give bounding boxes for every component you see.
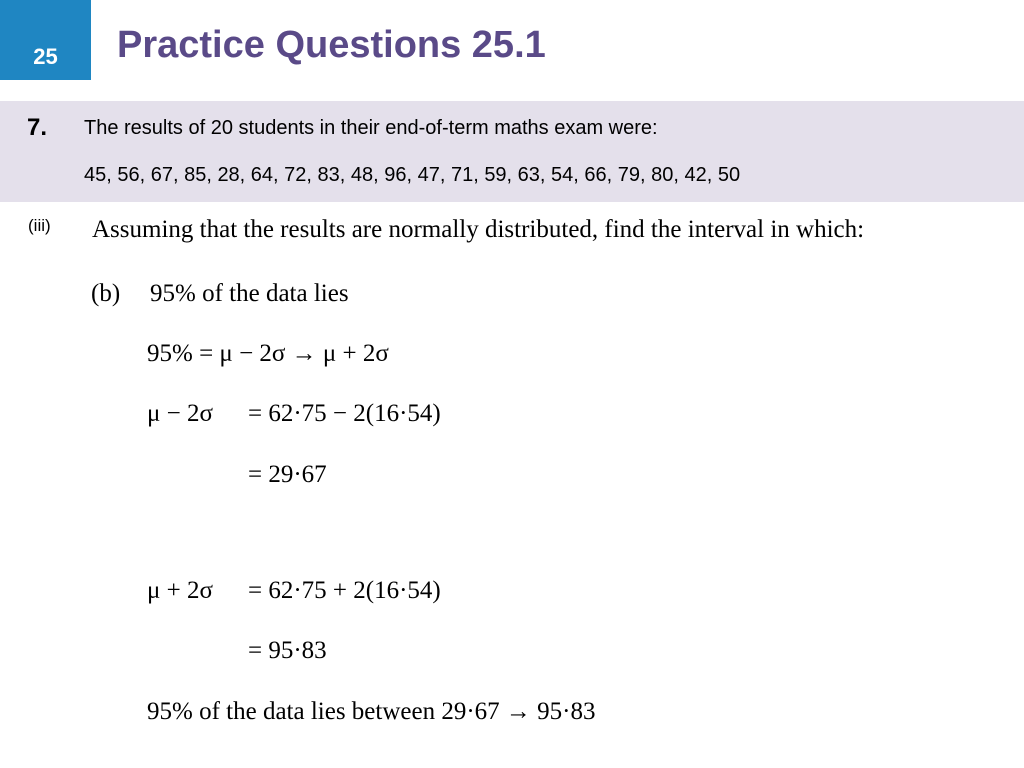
solution-lower-result: = 29·67 xyxy=(248,461,327,488)
sub-part-label: (b) xyxy=(91,280,121,307)
solution-lower-lhs: μ − 2σ xyxy=(147,400,213,427)
question-data: 45, 56, 67, 85, 28, 64, 72, 83, 48, 96, 47, 71, 59, 63, 54, 66, 79, 80, 42, 50 xyxy=(84,164,741,186)
part-instruction: Assuming that the results are normally distributed, find the interval in which: xyxy=(92,216,865,243)
solution-rule: 95% = μ − 2σ → μ + 2σ xyxy=(147,340,389,367)
question-number: 7. xyxy=(27,114,48,141)
chapter-badge xyxy=(0,0,91,80)
chapter-number: 25 xyxy=(33,44,58,69)
solution-upper-lhs: μ + 2σ xyxy=(147,577,213,604)
solution-conclusion: 95% of the data lies between 29·67 → 95·83 xyxy=(147,698,596,725)
page-title: Practice Questions 25.1 xyxy=(117,24,546,66)
sub-part-text: 95% of the data lies xyxy=(150,280,349,307)
solution-upper-rhs: = 62·75 + 2(16·54) xyxy=(248,577,441,604)
question-text: The results of 20 students in their end-of-term maths exam were: xyxy=(84,117,658,139)
solution-upper-result: = 95·83 xyxy=(248,637,327,664)
solution-lower-rhs: = 62·75 − 2(16·54) xyxy=(248,400,441,427)
part-label: (iii) xyxy=(28,216,51,235)
